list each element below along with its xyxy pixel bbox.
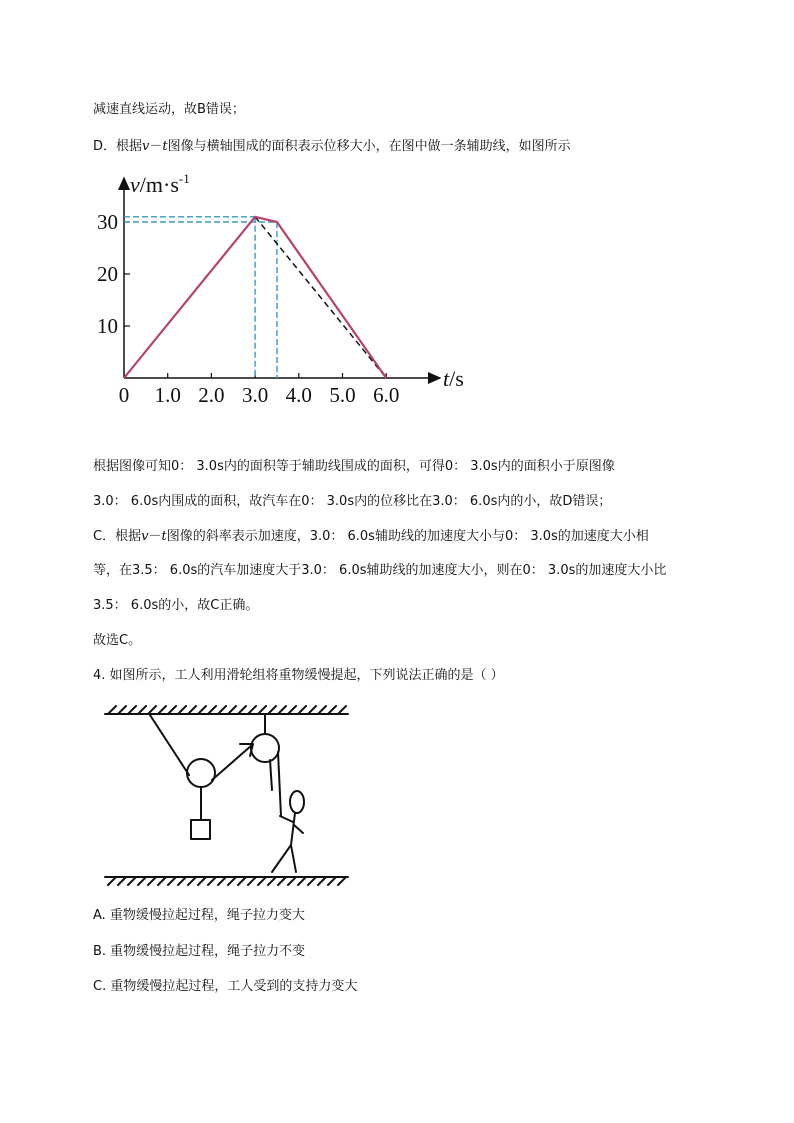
dash: －	[149, 139, 163, 154]
text-line-4: 3.0： 6.0s内围成的面积，故汽车在0： 3.0s内的位移比在3.0： 6.0s内的小，故D错误；	[93, 494, 612, 509]
line5-prefix: C．根据	[93, 529, 142, 544]
x-tick-label: 0	[118, 383, 130, 407]
question-4: 4. 如图所示，工人利用滑轮组将重物缓慢提起，下列说法正确的是（ ）	[93, 668, 504, 683]
text-line-5	[93, 528, 754, 546]
line2-suffix: 图像与横轴围成的面积表示位移大小，在图中做一条辅助线，如图所示	[167, 139, 571, 154]
text-line-8: 故选C。	[93, 633, 142, 648]
auxiliary-line	[255, 217, 386, 378]
text-line-2	[93, 138, 754, 156]
option-a: A. 重物缓慢拉起过程，绳子拉力变大	[93, 908, 305, 923]
x-tick-label: 6.0	[373, 383, 400, 407]
line5-suffix: 图像的斜率表示加速度，3.0： 6.0s辅助线的加速度大小与0： 3.0s的加速度大小相	[166, 529, 649, 544]
x-tick-label: 3.0	[241, 383, 269, 407]
x-tick-label: 2.0	[198, 383, 225, 407]
x-tick-label: 1.0	[154, 383, 181, 407]
y-axis-title: $v/m\cdot s^{-1}$	[130, 171, 190, 197]
var-v: v	[142, 139, 150, 154]
text-line-7: 3.5： 6.0s的小，故C正确。	[93, 598, 259, 613]
y-tick-label: 10	[97, 314, 118, 338]
var-t: t	[161, 529, 167, 544]
guide-lines	[124, 217, 277, 378]
line2-prefix: D．根据	[93, 139, 143, 154]
option-b: B. 重物缓慢拉起过程，绳子拉力不变	[93, 944, 306, 959]
y-tick-label: 30	[97, 210, 118, 234]
dash: －	[148, 529, 162, 544]
text-line-3: 根据图像可知0： 3.0s内的面积等于辅助线围成的面积，可得0： 3.0s内的面积小于原图像	[93, 459, 615, 474]
velocity-time-graph	[97, 168, 480, 408]
worker-pulley-system-icon	[100, 700, 360, 895]
x-tick-label: 5.0	[329, 383, 356, 407]
x-axis-title: t/s	[443, 366, 464, 391]
y-tick-label: 20	[97, 262, 118, 286]
var-t: t	[162, 139, 168, 154]
var-v: v	[141, 529, 149, 544]
text-line-1: 减速直线运动，故B错误；	[93, 102, 245, 117]
text-line-6: 等，在3.5： 6.0s的汽车加速度大于3.0： 6.0s辅助线的加速度大小，则在0： 3.0s的加速度大小比	[93, 563, 667, 578]
option-c: C. 重物缓慢拉起过程，工人受到的支持力变大	[93, 979, 358, 994]
x-tick-label: 4.0	[285, 383, 312, 407]
